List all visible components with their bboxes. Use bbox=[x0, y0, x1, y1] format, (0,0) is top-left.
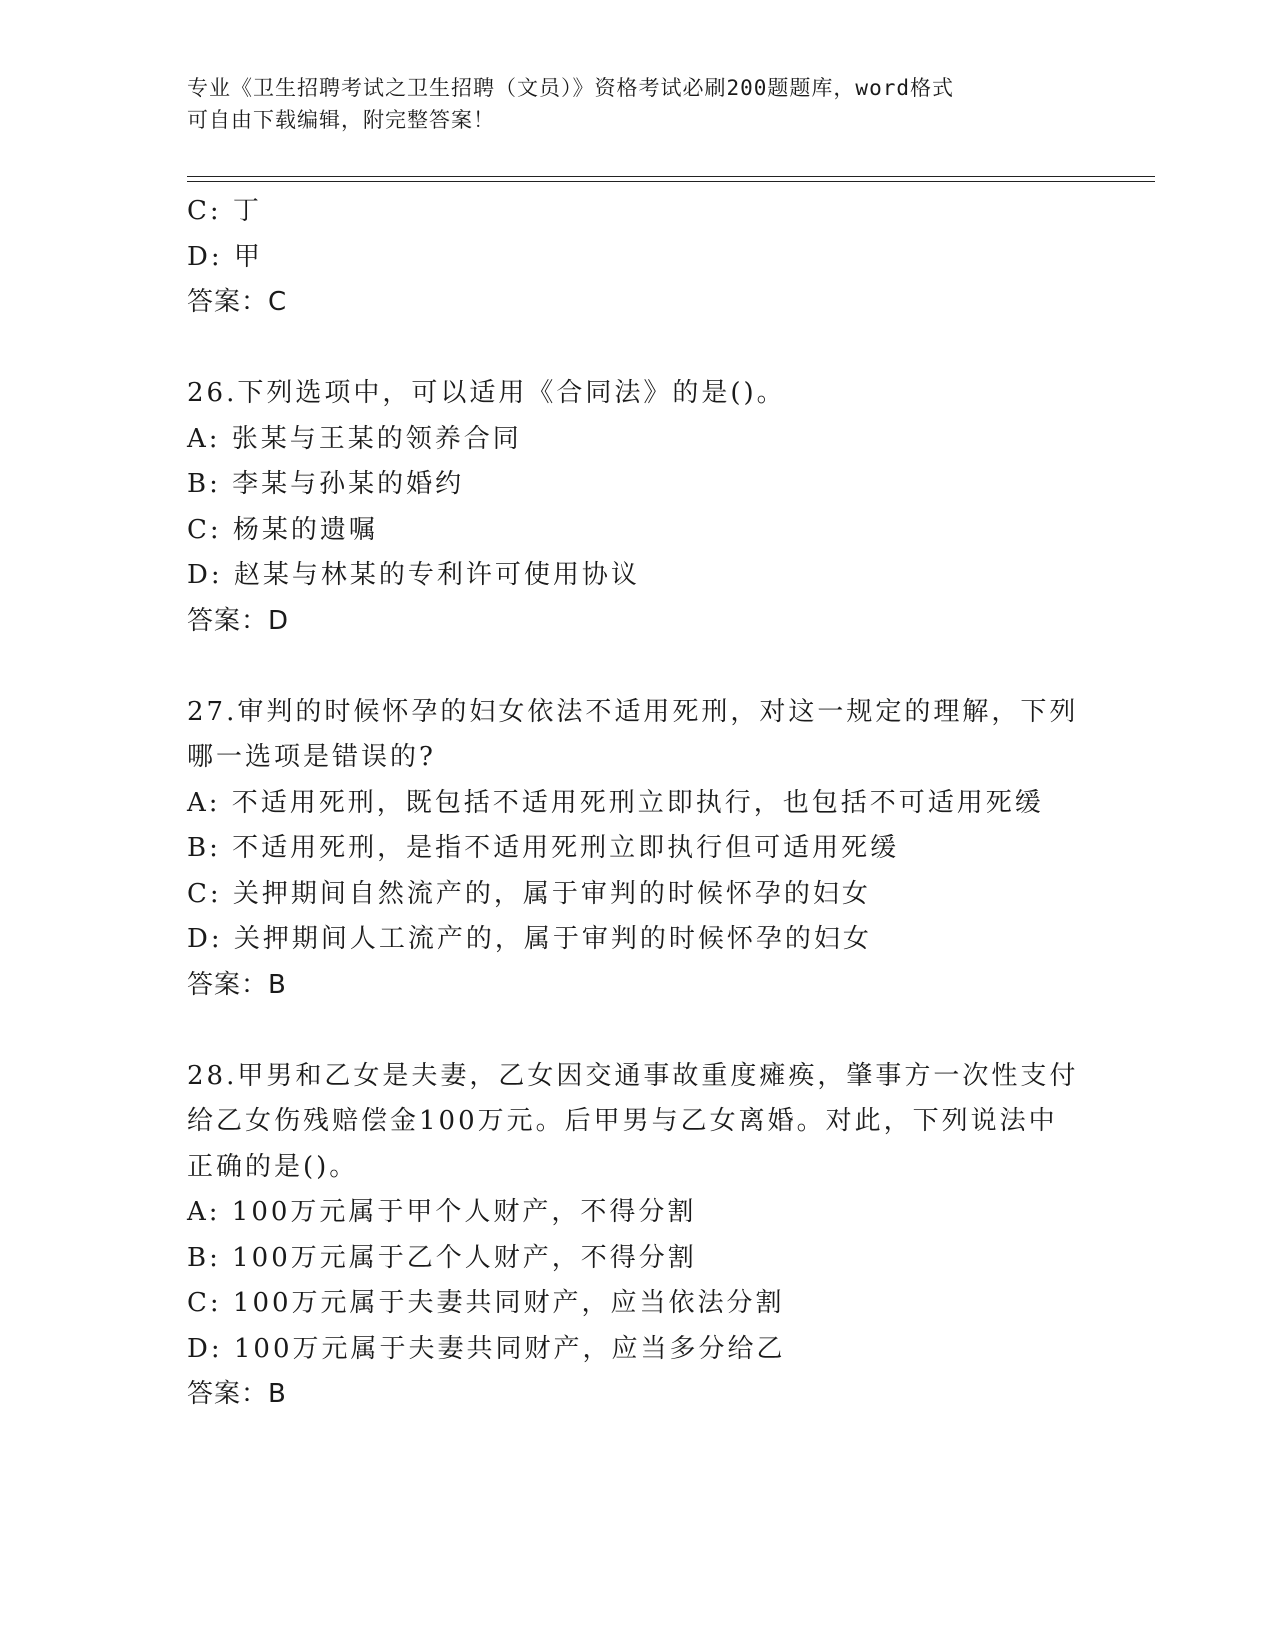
option-d: D: 赵某与林某的专利许可使用协议 bbox=[187, 560, 640, 590]
option-a: A: 100万元属于甲个人财产，不得分割 bbox=[187, 1197, 697, 1227]
question-27 bbox=[187, 690, 1087, 1009]
question-stem: 28.甲男和乙女是夫妻，乙女因交通事故重度瘫痪，肇事方一次性支付 bbox=[187, 1060, 1079, 1091]
answer-line: 答案：B bbox=[187, 969, 287, 1000]
header-divider-bottom bbox=[187, 181, 1155, 182]
question-stem-continued: 哪一选项是错误的? bbox=[187, 742, 436, 772]
document-header bbox=[187, 72, 1087, 136]
header-divider-top bbox=[187, 176, 1155, 177]
answer-line: 答案：B bbox=[187, 1379, 287, 1409]
carryover-block bbox=[187, 189, 1087, 326]
option-b: B: 不适用死刑，是指不适用死刑立即执行但可适用死缓 bbox=[187, 833, 900, 863]
option-a: A: 张某与王某的领养合同 bbox=[187, 423, 522, 454]
header-line-1: 专业《卫生招聘考试之卫生招聘（文员）》资格考试必刷200题题库，word格式 bbox=[187, 76, 954, 100]
question-stem-continued: 给乙女伤残赔偿金100万元。后甲男与乙女离婚。对此，下列说法中 bbox=[187, 1106, 1058, 1136]
spacer bbox=[187, 326, 1087, 372]
option-b: B: 100万元属于乙个人财产，不得分割 bbox=[187, 1242, 697, 1273]
option-a: A: 不适用死刑，既包括不适用死刑立即执行，也包括不可适用死缓 bbox=[187, 787, 1044, 818]
option-d: D: 100万元属于夫妻共同财产，应当多分给乙 bbox=[187, 1333, 786, 1364]
option-d: D: 甲 bbox=[187, 241, 263, 272]
option-d: D: 关押期间人工流产的，属于审判的时候怀孕的妇女 bbox=[187, 924, 872, 954]
option-b: B: 李某与孙某的婚约 bbox=[187, 469, 465, 499]
option-c: C: 杨某的遗嘱 bbox=[187, 514, 378, 545]
answer-line: 答案：D bbox=[187, 605, 290, 636]
question-stem: 26.下列选项中，可以适用《合同法》的是()。 bbox=[187, 378, 786, 408]
spacer bbox=[187, 1008, 1087, 1054]
option-c: C: 丁 bbox=[187, 196, 262, 226]
answer-line: 答案：C bbox=[187, 287, 288, 317]
question-content bbox=[187, 189, 1087, 1418]
option-c: C: 100万元属于夫妻共同财产，应当依法分割 bbox=[187, 1288, 785, 1318]
question-stem-continued: 正确的是()。 bbox=[187, 1151, 359, 1182]
option-c: C: 关押期间自然流产的，属于审判的时候怀孕的妇女 bbox=[187, 878, 871, 909]
question-stem: 27.审判的时候怀孕的妇女依法不适用死刑，对这一规定的理解，下列 bbox=[187, 696, 1079, 727]
question-28 bbox=[187, 1054, 1087, 1418]
question-26 bbox=[187, 371, 1087, 644]
header-line-2: 可自由下载编辑，附完整答案！ bbox=[187, 108, 495, 132]
spacer bbox=[187, 644, 1087, 690]
